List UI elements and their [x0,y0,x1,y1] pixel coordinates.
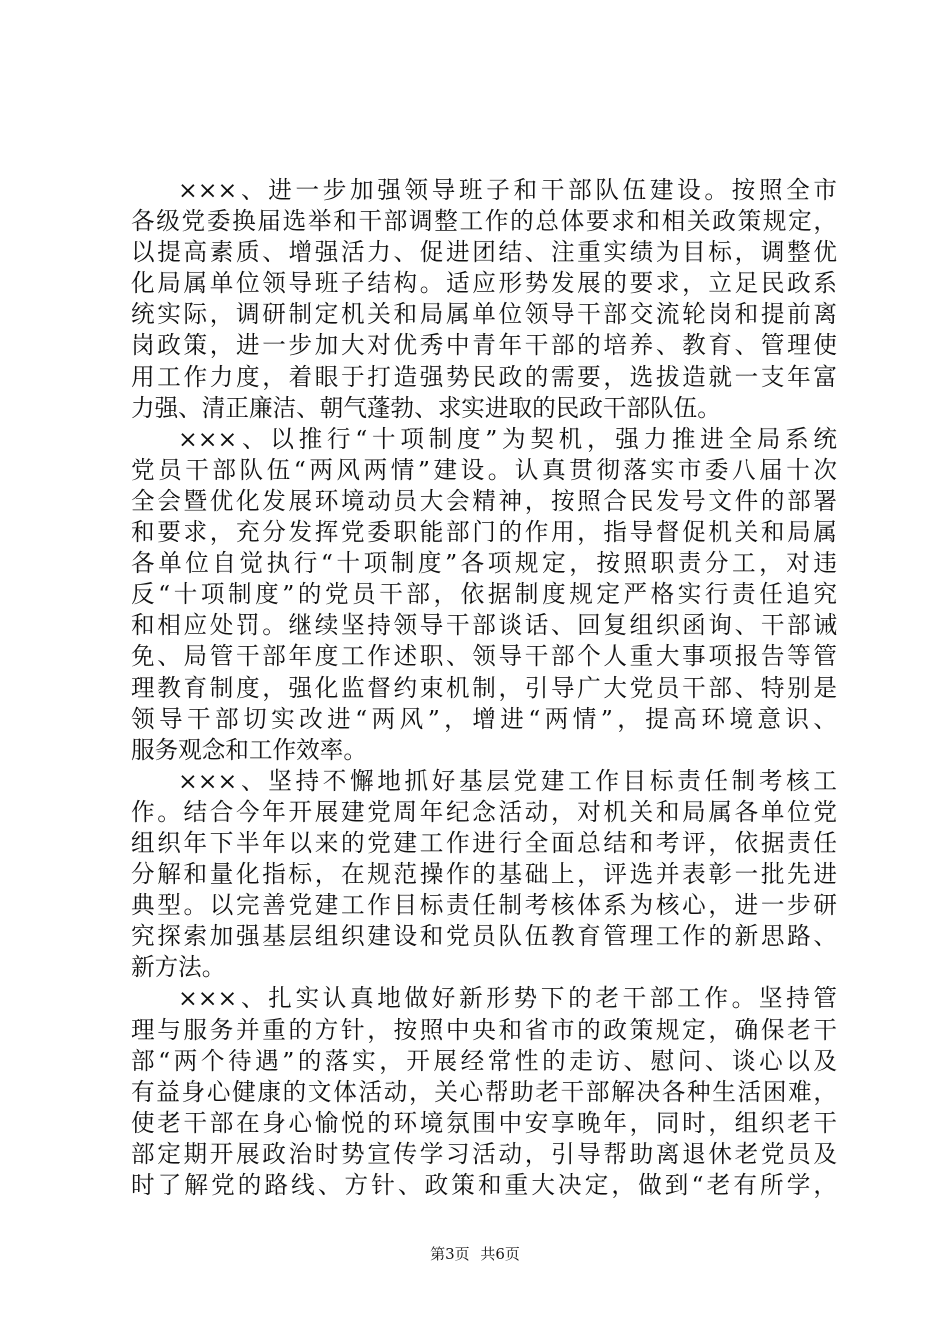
text-line: 分解和量化指标，在规范操作的基础上，评选并表彰一批先进 [131,860,837,889]
text-line: 部定期开展政治时势宣传学习活动，引导帮助离退休老党员及 [131,1139,837,1168]
text-line: 和要求，充分发挥党委职能部门的作用，指导督促机关和局属 [131,518,837,547]
text-line: 使老干部在身心愉悦的环境氛围中安享晚年，同时，组织老干 [131,1108,837,1137]
text-line: 反“十项制度”的党员干部，依据制度规定严格实行责任追究 [131,580,837,609]
text-line: 部“两个待遇”的落实，开展经常性的走访、慰问、谈心以及 [131,1046,837,1075]
text-line: 服务观念和工作效率。 [131,735,367,764]
text-line: 有益身心健康的文体活动，关心帮助老干部解决各种生活困难， [131,1077,837,1106]
text-line: 免、局管干部年度工作述职、领导干部个人重大事项报告等管 [131,642,837,671]
text-line: 化局属单位领导班子结构。适应形势发展的要求，立足民政系 [131,269,837,298]
text-line: 和相应处罚。继续坚持领导干部谈话、回复组织函询、干部诫 [131,611,837,640]
text-line: 岗政策，进一步加大对优秀中青年干部的培养、教育、管理使 [131,331,837,360]
text-line: 党员干部队伍“两风两情”建设。认真贯彻落实市委八届十次 [131,455,837,484]
document-body [131,175,837,1201]
text-line: 新方法。 [131,953,226,982]
paragraph-first-line: ×××、扎实认真地做好新形势下的老干部工作。坚持管 [178,984,837,1013]
page-number: 第3页 [430,1245,470,1263]
text-line: 各单位自觉执行“十项制度”各项规定，按照职责分工，对违 [131,549,837,578]
text-line: 统实际，调研制定机关和局属单位领导干部交流轮岗和提前离 [131,300,837,329]
paragraph-first-line: ×××、以推行“十项制度”为契机，强力推进全局系统 [178,424,837,453]
text-line: 全会暨优化发展环境动员大会精神，按照合民发号文件的部署 [131,486,837,515]
text-line: 各级党委换届选举和干部调整工作的总体要求和相关政策规定， [131,207,837,236]
text-line: 领导干部切实改进“两风”，增进“两情”，提高环境意识、 [131,704,837,733]
text-line: 以提高素质、增强活力、促进团结、注重实绩为目标，调整优 [131,238,837,267]
page-footer [0,1244,950,1264]
text-line: 时了解党的路线、方针、政策和重大决定，做到“老有所学， [131,1171,837,1199]
page-total: 共6页 [480,1245,520,1263]
text-line: 究探索加强基层组织建设和党员队伍教育管理工作的新思路、 [131,922,837,951]
paragraph-first-line: ×××、坚持不懈地抓好基层党建工作目标责任制考核工 [178,766,837,795]
text-line: 用工作力度，着眼于打造强势民政的需要，选拔造就一支年富 [131,362,837,391]
text-line: 作。结合今年开展建党周年纪念活动，对机关和局属各单位党 [131,797,837,826]
text-line: 组织年下半年以来的党建工作进行全面总结和考评，依据责任 [131,828,837,857]
text-line: 力强、清正廉洁、朝气蓬勃、求实进取的民政干部队伍。 [131,393,721,422]
paragraph-first-line: ×××、进一步加强领导班子和干部队伍建设。按照全市 [178,176,837,204]
text-line: 理与服务并重的方针，按照中央和省市的政策规定，确保老干 [131,1015,837,1044]
text-line: 典型。以完善党建工作目标责任制考核体系为核心，进一步研 [131,891,837,920]
text-line: 理教育制度，强化监督约束机制，引导广大党员干部、特别是 [131,673,837,702]
